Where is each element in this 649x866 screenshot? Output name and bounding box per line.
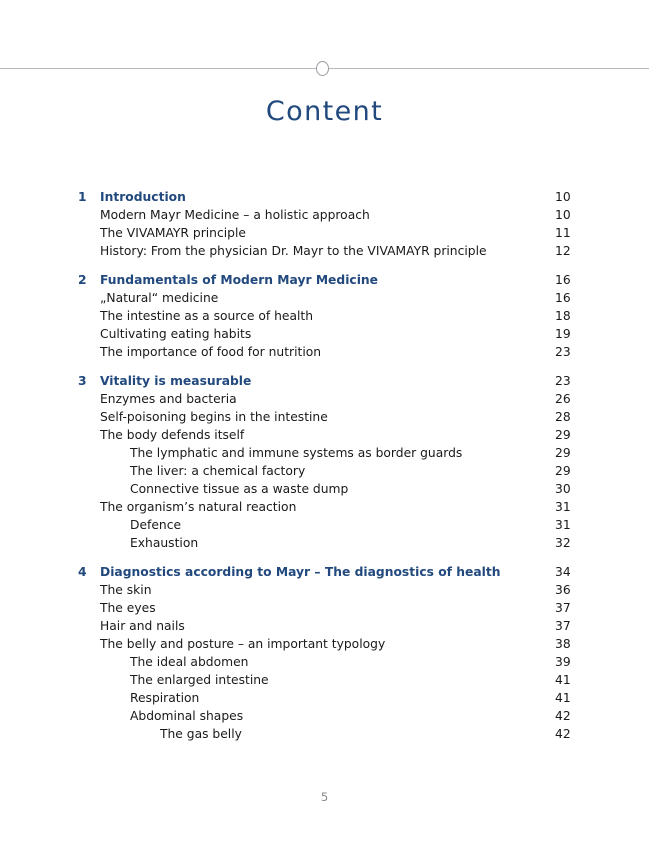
toc-entry[interactable] [0,689,649,707]
footer-page-number: 5 [320,790,329,804]
toc-section-page-number: 34 [555,565,571,579]
toc-entry[interactable] [0,206,649,224]
toc-entry-page-number: 28 [555,410,571,424]
toc-entry-label: The eyes [100,601,156,615]
toc-entry[interactable] [0,343,649,361]
page-title: Content [265,96,384,127]
toc-section-page-number: 23 [555,374,571,388]
toc-entry-page-number: 12 [555,244,571,258]
toc-entry-label: Modern Mayr Medicine – a holistic approach [100,208,370,222]
toc-entry-page-number: 29 [555,428,571,442]
toc-entry-label: The gas belly [160,727,242,741]
circle-ornament-icon [316,61,329,76]
toc-entry-label: The ideal abdomen [130,655,249,669]
toc-entry[interactable] [0,426,649,444]
toc-entry-page-number: 10 [555,208,571,222]
toc-section-heading[interactable] [0,563,649,581]
toc-entry-page-number: 38 [555,637,571,651]
toc-entry-label: Enzymes and bacteria [100,392,237,406]
toc-section-page-number: 10 [555,190,571,204]
toc-section-page-number: 16 [555,273,571,287]
toc-entry[interactable] [0,224,649,242]
toc-entry-page-number: 41 [555,673,571,687]
toc-section-title: Introduction [100,190,186,204]
table-of-contents [0,188,649,754]
toc-section [0,188,649,260]
toc-entry-page-number: 36 [555,583,571,597]
toc-entry[interactable] [0,599,649,617]
toc-entry[interactable] [0,707,649,725]
toc-entry-label: Cultivating eating habits [100,327,252,341]
toc-entry-page-number: 31 [555,518,571,532]
toc-section-heading[interactable] [0,372,649,390]
toc-entry-label: The importance of food for nutrition [100,345,322,359]
toc-entry-label: The skin [100,583,152,597]
toc-entry-label: The intestine as a source of health [100,309,314,323]
toc-entry-page-number: 18 [555,309,571,323]
toc-entry-page-number: 39 [555,655,571,669]
toc-entry-page-number: 32 [555,536,571,550]
toc-entry-label: Connective tissue as a waste dump [130,482,349,496]
toc-entry[interactable] [0,498,649,516]
toc-entry-label: The enlarged intestine [130,673,269,687]
toc-entry[interactable] [0,653,649,671]
toc-entry[interactable] [0,325,649,343]
toc-entry-page-number: 23 [555,345,571,359]
toc-section-number: 1 [78,190,87,204]
toc-section-title: Fundamentals of Modern Mayr Medicine [100,273,379,287]
toc-entry-page-number: 29 [555,464,571,478]
toc-entry[interactable] [0,617,649,635]
toc-entry-label: History: From the physician Dr. Mayr to the VIVAMAYR principle [100,244,487,258]
toc-entry-label: Abdominal shapes [130,709,244,723]
toc-entry-label: The belly and posture – an important typology [100,637,386,651]
toc-entry-page-number: 11 [555,226,571,240]
toc-entry[interactable] [0,307,649,325]
toc-entry-page-number: 37 [555,601,571,615]
toc-entry-page-number: 31 [555,500,571,514]
toc-section-number: 4 [78,565,87,579]
toc-entry-label: „Natural“ medicine [100,291,219,305]
toc-entry-label: The liver: a chemical factory [130,464,306,478]
toc-entry[interactable] [0,534,649,552]
toc-entry[interactable] [0,444,649,462]
toc-section [0,372,649,552]
toc-entry[interactable] [0,390,649,408]
toc-section-title: Vitality is measurable [100,374,252,388]
toc-section [0,563,649,743]
toc-entry-page-number: 37 [555,619,571,633]
toc-entry[interactable] [0,635,649,653]
toc-entry[interactable] [0,725,649,743]
toc-entry-page-number: 16 [555,291,571,305]
toc-entry-label: Respiration [130,691,200,705]
toc-entry[interactable] [0,242,649,260]
toc-entry-page-number: 29 [555,446,571,460]
toc-entry[interactable] [0,289,649,307]
toc-entry-label: Exhaustion [130,536,199,550]
toc-entry-page-number: 41 [555,691,571,705]
toc-entry[interactable] [0,480,649,498]
toc-entry-label: Hair and nails [100,619,185,633]
toc-entry[interactable] [0,408,649,426]
toc-entry-label: Self-poisoning begins in the intestine [100,410,328,424]
toc-entry-label: The organism’s natural reaction [100,500,297,514]
toc-entry-label: The VIVAMAYR principle [100,226,246,240]
toc-section-heading[interactable] [0,271,649,289]
toc-entry[interactable] [0,516,649,534]
toc-entry[interactable] [0,462,649,480]
toc-entry-page-number: 42 [555,727,571,741]
toc-section-number: 2 [78,273,87,287]
toc-section-title: Diagnostics according to Mayr – The diagnostics of health [100,565,501,579]
toc-entry-label: Defence [130,518,182,532]
toc-entry-page-number: 19 [555,327,571,341]
toc-entry-label: The lymphatic and immune systems as border guards [130,446,463,460]
toc-entry-page-number: 30 [555,482,571,496]
toc-entry[interactable] [0,671,649,689]
toc-section-heading[interactable] [0,188,649,206]
toc-section [0,271,649,361]
toc-entry[interactable] [0,581,649,599]
toc-entry-page-number: 26 [555,392,571,406]
toc-entry-label: The body defends itself [100,428,245,442]
toc-entry-page-number: 42 [555,709,571,723]
toc-section-number: 3 [78,374,87,388]
